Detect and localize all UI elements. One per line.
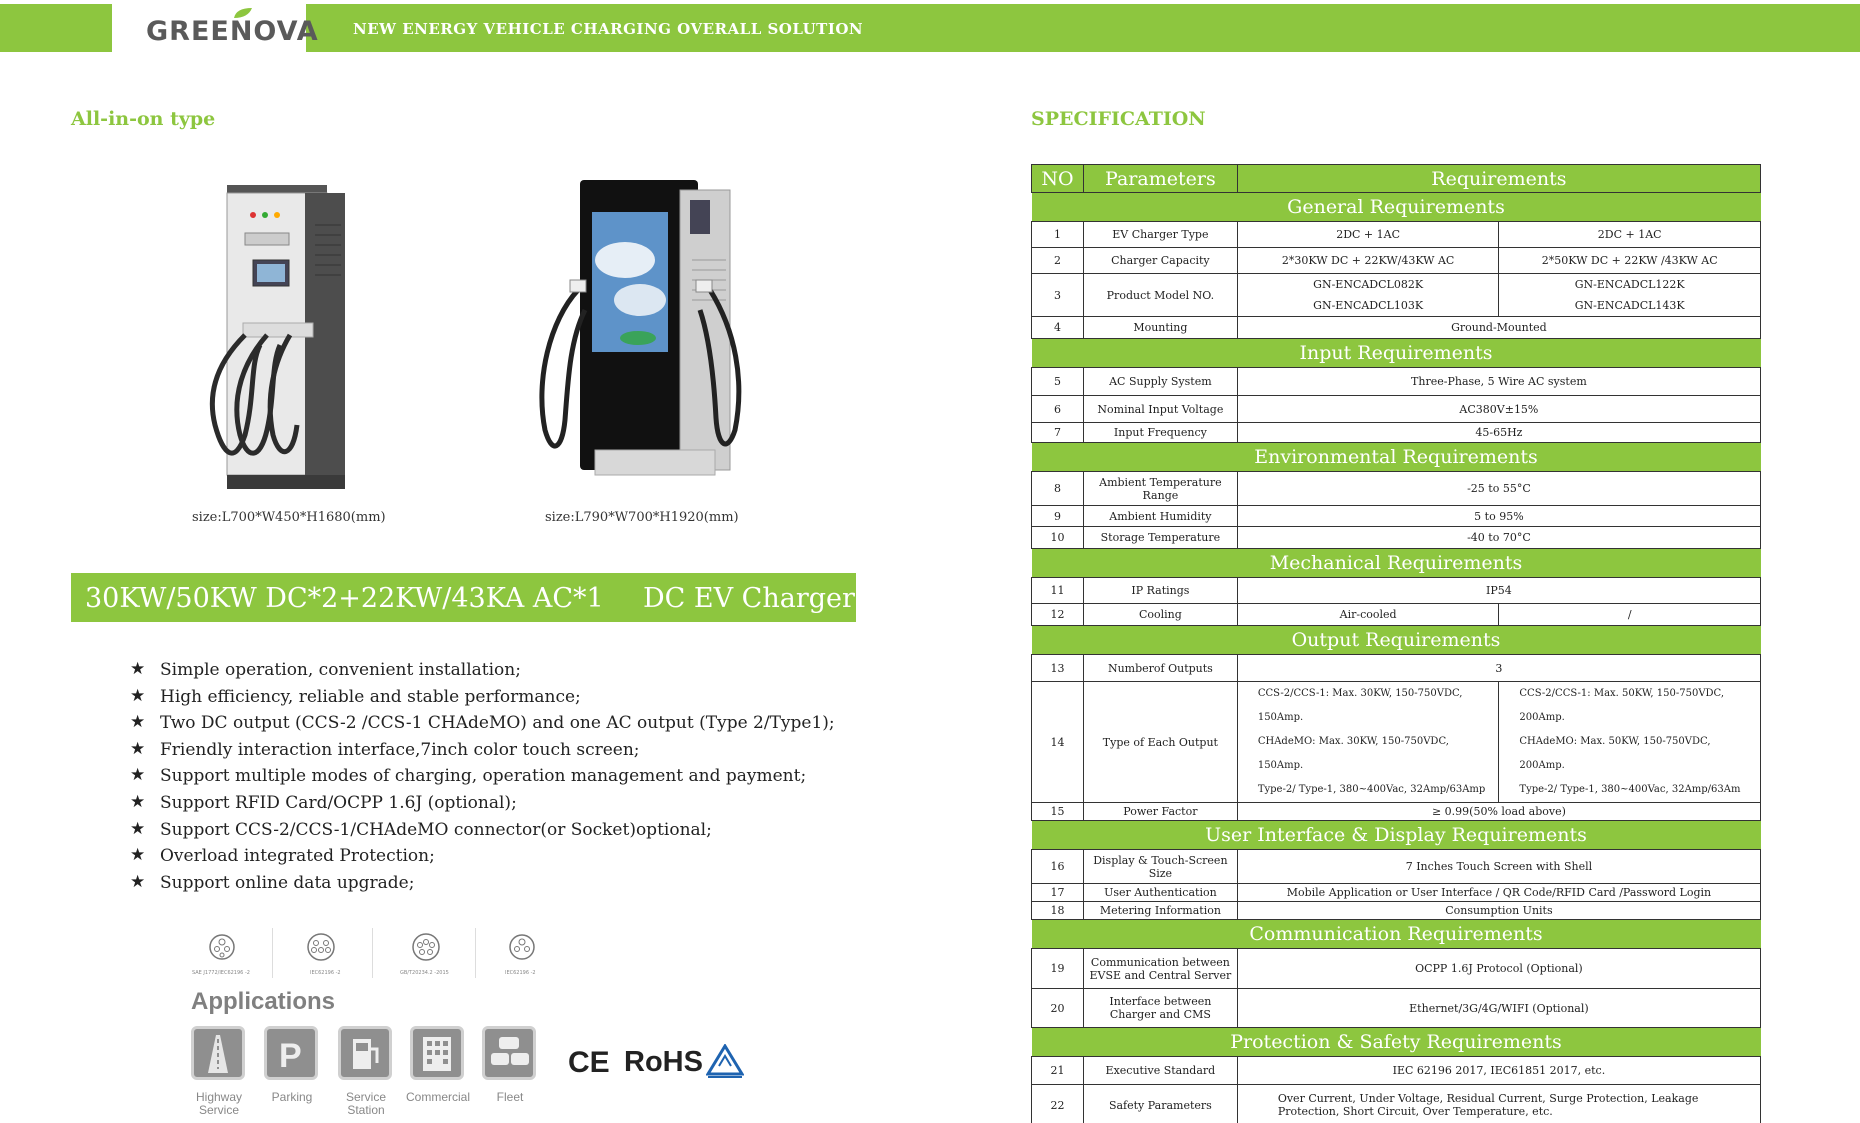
leaf-icon: [232, 6, 254, 20]
header-requirements: Requirements: [1237, 165, 1760, 193]
svg-text:P: P: [279, 1037, 302, 1075]
star-icon: ★: [130, 791, 146, 812]
app-label: Parking: [271, 1090, 313, 1104]
app-label: Service Station: [345, 1090, 386, 1117]
list-item: ★ High efficiency, reliable and stable performance;: [130, 685, 581, 707]
star-icon: ★: [130, 738, 146, 759]
plug-label: SAE J1772/IEC62196 -2: [192, 970, 250, 976]
banner-model: 30KW/50KW DC*2+22KW/43KA AC*1: [85, 583, 604, 614]
table-row: 4 Mounting Ground-Mounted: [1032, 317, 1761, 339]
parking-icon: [264, 1026, 318, 1080]
star-icon: ★: [130, 845, 146, 866]
section-heading: Protection & Safety Requirements: [1032, 1028, 1761, 1057]
table-row: 7 Input Frequency 45-65Hz: [1032, 423, 1761, 443]
charger-image-1: [205, 185, 365, 490]
list-item: ★ Two DC output (CCS-2 /CCS-1 CHAdeMO) and one AC output (Type 2/Type1);: [130, 712, 835, 734]
star-icon: ★: [130, 871, 146, 892]
table-row: 15 Power Factor ≥ 0.99(50% load above): [1032, 803, 1761, 821]
plug-label: IEC62196 -2: [505, 970, 536, 976]
table-row: 11 IP Ratings IP54: [1032, 578, 1761, 604]
star-icon: ★: [130, 685, 146, 706]
table-row: 8 Ambient Temperature Range -25 to 55°C: [1032, 472, 1761, 506]
app-label: Highway Service: [195, 1090, 243, 1117]
plug-label: GB/T20234.2 -2015: [400, 970, 449, 976]
divider: [372, 928, 373, 978]
highway-icon: [191, 1026, 245, 1080]
type2-plug-icon: [305, 930, 337, 964]
table-row: 2 Charger Capacity 2*30KW DC + 22KW/43KW AC 2*50KW DC + 22KW /43KW AC: [1032, 248, 1761, 274]
list-item: ★ Support multiple modes of charging, operation management and payment;: [130, 765, 807, 787]
divider: [475, 928, 476, 978]
table-row: 3 Product Model NO. GN-ENCADCL082K GN-ENCADCL103K GN-ENCADCL122K GN-ENCADCL143K: [1032, 274, 1761, 317]
table-row: 20 Interface between Charger and CMS Ethernet/3G/4G/WIFI (Optional): [1032, 989, 1761, 1028]
commercial-icon: [410, 1026, 464, 1080]
table-row: 14 Type of Each Output CCS-2/CCS-1: Max. 30KW, 150-750VDC, 150Amp. CHAdeMO: Max. 30KW, 150-750VDC, 150Amp. Type-2/ Type-1, 380~400Vac, 32Amp/63Amp CCS-2/CCS-1: Max. 50KW, 150-750VDC, 200Amp. CHAdeMO: Max. 50KW, 150-750VDC, 200Amp. Type-2/ Type-1, 380~400Vac, 32Amp/63Am: [1032, 682, 1761, 803]
type1-plug-icon: [207, 930, 237, 964]
table-header-row: [1032, 165, 1761, 193]
list-item: ★ Friendly interaction interface,7inch color touch screen;: [130, 738, 640, 760]
type2-plug-icon: [507, 930, 537, 964]
plug-label: IEC62196 -2: [310, 970, 341, 976]
section-heading: Output Requirements: [1032, 626, 1761, 655]
table-row: 5 AC Supply System Three-Phase, 5 Wire AC system: [1032, 368, 1761, 396]
gbt-plug-icon: [410, 930, 442, 964]
star-icon: ★: [130, 765, 146, 786]
section-heading: Mechanical Requirements: [1032, 549, 1761, 578]
header-no: NO: [1032, 165, 1084, 193]
left-section-title: All-in-on type: [71, 108, 216, 130]
table-row: 10 Storage Temperature -40 to 70°C: [1032, 527, 1761, 549]
section-heading: Environmental Requirements: [1032, 443, 1761, 472]
section-heading: User Interface & Display Requirements: [1032, 821, 1761, 850]
size-label-1: size:L700*W450*H1680(mm): [192, 510, 386, 525]
list-item: ★ Support CCS-2/CCS-1/CHAdeMO connector(or Socket)optional;: [130, 818, 712, 840]
table-row: 13 Numberof Outputs 3: [1032, 655, 1761, 682]
applications-title: Applications: [191, 988, 336, 1015]
divider: [272, 928, 273, 978]
section-heading: Communication Requirements: [1032, 920, 1761, 949]
product-banner: [71, 573, 856, 622]
service-station-icon: [338, 1026, 392, 1080]
table-row: 6 Nominal Input Voltage AC380V±15%: [1032, 396, 1761, 423]
table-row: 18 Metering Information Consumption Units: [1032, 902, 1761, 920]
table-row: 21 Executive Standard IEC 62196 2017, IEC61851 2017, etc.: [1032, 1057, 1761, 1085]
fleet-icon: [482, 1026, 536, 1080]
size-label-2: size:L790*W700*H1920(mm): [545, 510, 739, 525]
table-row: 22 Safety Parameters Over Current, Under Voltage, Residual Current, Surge Protection, Leakage Protection, Short Circuit, Over Temperature, etc.: [1032, 1085, 1761, 1123]
table-row: 16 Display & Touch-Screen Size 7 Inches Touch Screen with Shell: [1032, 850, 1761, 884]
rohs-mark: RoHS: [624, 1046, 703, 1078]
list-item: ★ Support RFID Card/OCPP 1.6J (optional);: [130, 791, 517, 813]
app-label: Commercial: [405, 1090, 470, 1104]
banner-type: DC EV Charger: [643, 583, 855, 614]
section-heading: Input Requirements: [1032, 339, 1761, 368]
header-title: NEW ENERGY VEHICLE CHARGING OVERALL SOLUTION: [353, 20, 864, 38]
list-item: ★ Simple operation, convenient installation;: [130, 659, 521, 680]
right-section-title: SPECIFICATION: [1031, 108, 1206, 130]
app-label: Fleet: [496, 1090, 524, 1104]
table-row: 9 Ambient Humidity 5 to 95%: [1032, 506, 1761, 527]
star-icon: ★: [130, 712, 146, 733]
table-row: 1 EV Charger Type 2DC + 1AC 2DC + 1AC: [1032, 222, 1761, 248]
specification-table: [1031, 164, 1761, 1123]
brand-logo: GREENOVA: [146, 16, 319, 47]
header-parameters: Parameters: [1083, 165, 1237, 193]
star-icon: ★: [130, 818, 146, 839]
ce-mark: CE: [568, 1046, 610, 1079]
star-icon: ★: [130, 659, 146, 679]
table-row: 19 Communication between EVSE and Central Server OCPP 1.6J Protocol (Optional): [1032, 949, 1761, 989]
list-item: ★ Support online data upgrade;: [130, 871, 415, 893]
tuv-logo: [706, 1044, 744, 1080]
feature-list: [130, 660, 835, 899]
charger-image-2: [530, 180, 750, 485]
section-heading: General Requirements: [1032, 193, 1761, 222]
list-item: ★ Overload integrated Protection;: [130, 845, 435, 867]
table-row: 17 User Authentication Mobile Application or User Interface / QR Code/RFID Card /Password Login: [1032, 884, 1761, 902]
table-row: 12 Cooling Air-cooled /: [1032, 604, 1761, 626]
